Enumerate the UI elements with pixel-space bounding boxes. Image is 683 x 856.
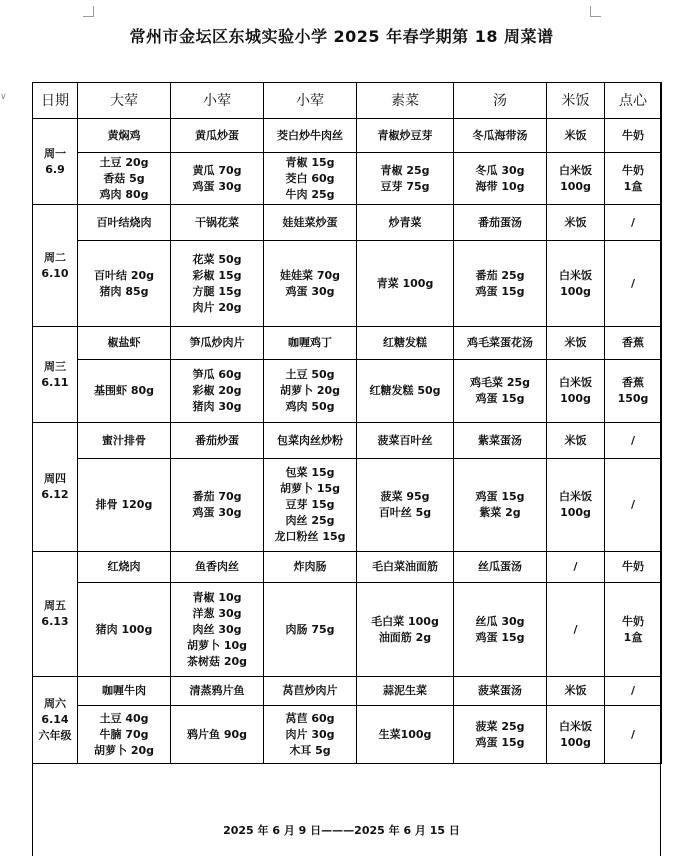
dish-main-meat: 蜜汁排骨 (78, 423, 171, 459)
ingredients-soup: 冬瓜 30g 海带 10g (454, 153, 547, 205)
dish-main-meat: 咖喱牛肉 (78, 677, 171, 706)
day-date: 6.11 (41, 375, 69, 389)
dish-side-meat-2: 莴苣炒肉片 (264, 677, 357, 706)
ingredients-main-meat: 基围虾 80g (78, 360, 171, 423)
dish-vegetable: 炒青菜 (357, 205, 454, 241)
dish-side-meat-2: 茭白炒牛肉丝 (264, 119, 357, 153)
dish-main-meat: 黄焖鸡 (78, 119, 171, 153)
day-day: 周六 (44, 697, 66, 710)
dish-side-meat-2: 娃娃菜炒蛋 (264, 205, 357, 241)
ingredients-main-meat: 排骨 120g (78, 459, 171, 552)
ingredients-side-meat-2: 土豆 50g 胡萝卜 20g 鸡肉 50g (264, 360, 357, 423)
day-ingredient-row (33, 583, 662, 677)
dish-vegetable: 毛白菜油面筋 (357, 552, 454, 583)
day-day: 周二 (44, 250, 66, 264)
ingredients-vegetable: 青椒 25g 豆芽 75g (357, 153, 454, 205)
ingredients-snack: / (605, 241, 662, 327)
ingredients-side-meat-2: 娃娃菜 70g 鸡蛋 30g (264, 241, 357, 327)
day-cell (33, 677, 78, 764)
ingredients-side-meat-2: 包菜 15g 胡萝卜 15g 豆芽 15g 肉丝 25g 龙口粉丝 15g (264, 459, 357, 552)
header-rice: 米饭 (547, 83, 605, 119)
ingredients-main-meat: 猪肉 100g (78, 583, 171, 677)
dish-side-meat-1: 清蒸鸦片鱼 (171, 677, 264, 706)
dish-soup: 紫菜蛋汤 (454, 423, 547, 459)
ingredients-rice: / (547, 583, 605, 677)
dish-vegetable: 青椒炒豆芽 (357, 119, 454, 153)
ingredients-side-meat-2: 莴苣 60g 肉片 30g 木耳 5g (264, 706, 357, 764)
ingredients-soup: 菠菜 25g 鸡蛋 15g (454, 706, 547, 764)
dish-soup: 菠菜蛋汤 (454, 677, 547, 706)
header-date: 日期 (33, 83, 78, 119)
page-title: 常州市金坛区东城实验小学 2025 年春学期第 18 周菜谱 (129, 27, 554, 46)
dish-snack: / (605, 677, 662, 706)
dish-rice: 米饭 (547, 677, 605, 706)
dish-snack: 牛奶 (605, 119, 662, 153)
ingredients-side-meat-1: 黄瓜 70g 鸡蛋 30g (171, 153, 264, 205)
day-cell (33, 119, 78, 205)
dish-rice: 米饭 (547, 423, 605, 459)
day-day: 周四 (44, 472, 66, 485)
day-dish-row (33, 327, 662, 360)
dish-side-meat-2: 咖喱鸡丁 (264, 327, 357, 360)
collapse-chevron-icon[interactable]: ∨ (0, 92, 7, 102)
dish-snack: 香蕉 (605, 327, 662, 360)
day-ingredient-row (33, 241, 662, 327)
day-day: 周三 (44, 359, 66, 373)
day-ingredient-row (33, 153, 662, 205)
dish-rice: 米饭 (547, 119, 605, 153)
ingredients-side-meat-1: 花菜 50g 彩椒 15g 方腿 15g 肉片 20g (171, 241, 264, 327)
dish-rice: 米饭 (547, 205, 605, 241)
dish-main-meat: 椒盐虾 (78, 327, 171, 360)
page-corner-mark-left (83, 6, 94, 17)
page-corner-mark-right (590, 6, 601, 17)
day-date: 6.14 (41, 713, 69, 726)
ingredients-vegetable: 毛白菜 100g 油面筋 2g (357, 583, 454, 677)
ingredients-vegetable: 青菜 100g (357, 241, 454, 327)
header-vegetable: 素菜 (357, 83, 454, 119)
ingredients-soup: 番茄 25g 鸡蛋 15g (454, 241, 547, 327)
day-dish-row (33, 205, 662, 241)
dish-side-meat-2: 包菜肉丝炒粉 (264, 423, 357, 459)
dish-soup: 丝瓜蛋汤 (454, 552, 547, 583)
ingredients-main-meat: 土豆 20g 香菇 5g 鸡肉 80g (78, 153, 171, 205)
ingredients-side-meat-1: 青椒 10g 洋葱 30g 肉丝 30g 胡萝卜 10g 茶树菇 20g (171, 583, 264, 677)
day-cell (33, 552, 78, 677)
day-ingredient-row (33, 706, 662, 764)
day-cell (33, 327, 78, 423)
dish-vegetable: 菠菜百叶丝 (357, 423, 454, 459)
dish-side-meat-1: 笋瓜炒肉片 (171, 327, 264, 360)
ingredients-side-meat-1: 笋瓜 60g 彩椒 20g 猪肉 30g (171, 360, 264, 423)
header-side-meat-2: 小荤 (264, 83, 357, 119)
ingredients-side-meat-1: 鸦片鱼 90g (171, 706, 264, 764)
ingredients-snack: 牛奶 1盒 (605, 153, 662, 205)
day-dish-row (33, 677, 662, 706)
ingredients-soup: 鸡蛋 15g 紫菜 2g (454, 459, 547, 552)
day-note: 六年级 (38, 729, 72, 742)
header-row (33, 83, 662, 119)
dish-soup: 鸡毛菜蛋花汤 (454, 327, 547, 360)
ingredients-main-meat: 百叶结 20g 猪肉 85g (78, 241, 171, 327)
dish-soup: 番茄蛋汤 (454, 205, 547, 241)
day-cell (33, 205, 78, 327)
dish-snack: / (605, 205, 662, 241)
ingredients-rice: 白米饭 100g (547, 706, 605, 764)
ingredients-rice: 白米饭 100g (547, 459, 605, 552)
dish-side-meat-1: 番茄炒蛋 (171, 423, 264, 459)
day-date: 6.9 (45, 162, 65, 176)
ingredients-vegetable: 红糖发糕 50g (357, 360, 454, 423)
day-dish-row (33, 119, 662, 153)
ingredients-soup: 丝瓜 30g 鸡蛋 15g (454, 583, 547, 677)
header-main-meat: 大荤 (78, 83, 171, 119)
dish-snack: 牛奶 (605, 552, 662, 583)
dish-main-meat: 百叶结烧肉 (78, 205, 171, 241)
ingredients-vegetable: 生菜100g (357, 706, 454, 764)
ingredients-rice: 白米饭 100g (547, 153, 605, 205)
ingredients-main-meat: 土豆 40g 牛腩 70g 胡萝卜 20g (78, 706, 171, 764)
day-dish-row (33, 552, 662, 583)
day-date: 6.10 (41, 266, 69, 280)
day-day: 周一 (44, 146, 66, 160)
day-dish-row (33, 423, 662, 459)
menu-table (32, 82, 662, 764)
dish-vegetable: 红糖发糕 (357, 327, 454, 360)
ingredients-snack: / (605, 459, 662, 552)
header-snack: 点心 (605, 83, 662, 119)
ingredients-side-meat-2: 青椒 15g 茭白 60g 牛肉 25g (264, 153, 357, 205)
ingredients-rice: 白米饭 100g (547, 360, 605, 423)
dish-main-meat: 红烧肉 (78, 552, 171, 583)
dish-vegetable: 蒜泥生菜 (357, 677, 454, 706)
dish-snack: / (605, 423, 662, 459)
day-ingredient-row (33, 459, 662, 552)
day-ingredient-row (33, 360, 662, 423)
date-range-footer: 2025 年 6 月 9 日———2025 年 6 月 15 日 (223, 824, 460, 837)
day-date: 6.12 (41, 488, 69, 501)
dish-soup: 冬瓜海带汤 (454, 119, 547, 153)
day-day: 周五 (44, 599, 66, 612)
ingredients-side-meat-1: 番茄 70g 鸡蛋 30g (171, 459, 264, 552)
header-side-meat-1: 小荤 (171, 83, 264, 119)
ingredients-snack: / (605, 706, 662, 764)
dish-side-meat-1: 鱼香肉丝 (171, 552, 264, 583)
header-soup: 汤 (454, 83, 547, 119)
dish-rice: 米饭 (547, 327, 605, 360)
ingredients-snack: 牛奶 1盒 (605, 583, 662, 677)
ingredients-side-meat-2: 肉肠 75g (264, 583, 357, 677)
day-cell (33, 423, 78, 552)
ingredients-rice: 白米饭 100g (547, 241, 605, 327)
day-date: 6.13 (41, 615, 69, 628)
ingredients-soup: 鸡毛菜 25g 鸡蛋 15g (454, 360, 547, 423)
dish-side-meat-2: 炸肉肠 (264, 552, 357, 583)
ingredients-vegetable: 菠菜 95g 百叶丝 5g (357, 459, 454, 552)
dish-side-meat-1: 干锅花菜 (171, 205, 264, 241)
dish-side-meat-1: 黄瓜炒蛋 (171, 119, 264, 153)
ingredients-snack: 香蕉 150g (605, 360, 662, 423)
dish-rice: / (547, 552, 605, 583)
